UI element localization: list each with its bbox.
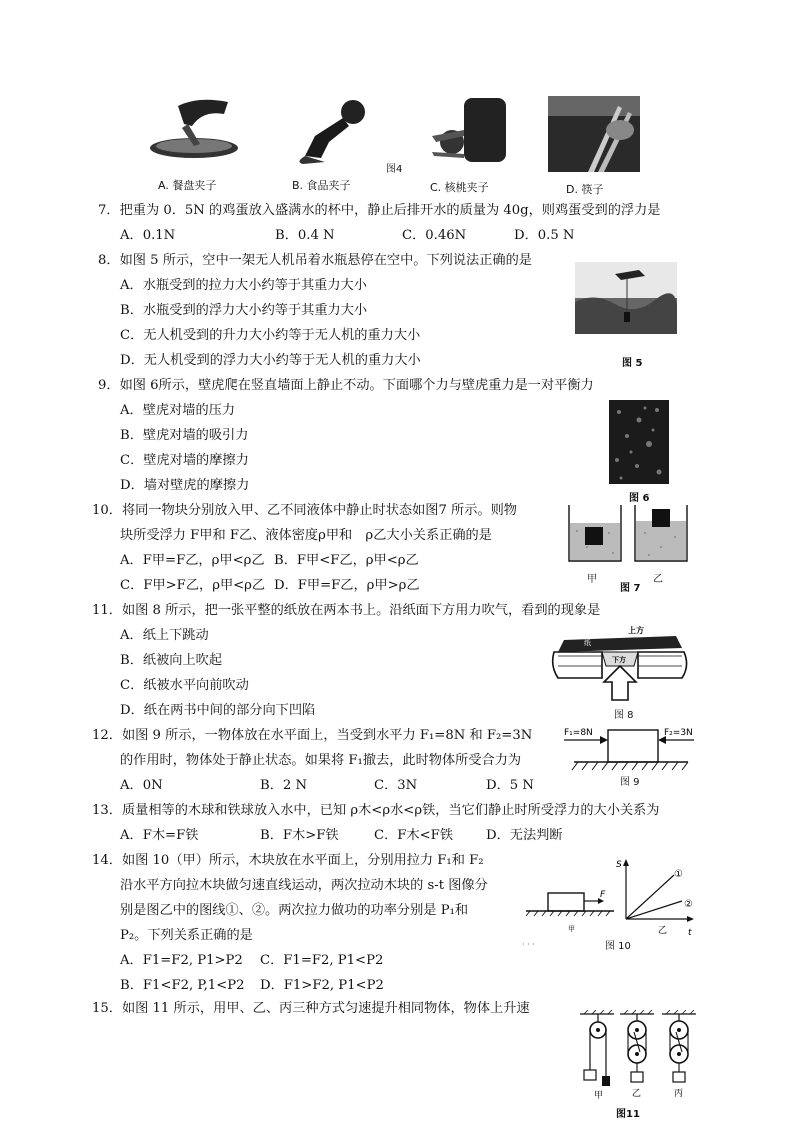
fig10-sub-yi: 乙 bbox=[658, 926, 668, 936]
q9-option-d: D．墙对壁虎的摩擦力 bbox=[120, 478, 250, 493]
fig10-axis-s: S bbox=[616, 860, 622, 870]
fig4-caption-c: C. 核桃夹子 bbox=[430, 181, 489, 194]
fig10-curve-1: ① bbox=[674, 869, 683, 880]
fig6-label: 图 6 bbox=[629, 493, 650, 504]
q12-option-c: C．3N bbox=[374, 778, 418, 793]
fig11-pulleys bbox=[578, 1010, 698, 1112]
fig7-beakers bbox=[565, 503, 690, 565]
q9-option-c: C．壁虎对墙的摩擦力 bbox=[120, 453, 249, 468]
fig11-bing: 丙 bbox=[674, 1089, 684, 1099]
q12-option-b: B．2 N bbox=[260, 778, 307, 793]
q7-option-b: B．0.4 N bbox=[275, 228, 335, 243]
fig10-axis-t: t bbox=[688, 928, 692, 938]
q9-option-b: B．壁虎对墙的吸引力 bbox=[120, 428, 249, 443]
fig7-yi-label: 乙 bbox=[653, 574, 663, 585]
photo-plate-clip bbox=[148, 96, 240, 166]
fig7-label: 图 7 bbox=[620, 583, 641, 594]
fig10-curve-2: ② bbox=[684, 899, 693, 910]
q13-option-d: D．无法判断 bbox=[486, 828, 563, 843]
q11-option-d: D．纸在两书中间的部分向下凹陷 bbox=[120, 703, 316, 718]
fig9-label: 图 9 bbox=[620, 777, 640, 788]
q7-option-d: D．0.5 N bbox=[514, 228, 575, 243]
fig8-label-bottom: 下方 bbox=[612, 656, 626, 664]
fig4-label: 图4 bbox=[386, 164, 403, 175]
q10-stem-line1: 10．将同一物块分别放入甲、乙不同液体中静止时状态如图7 所示。则物 bbox=[92, 503, 517, 518]
fig8-label-paper: 纸 bbox=[584, 639, 591, 647]
fig8-books-paper bbox=[550, 622, 690, 702]
q7-stem: 7．把重为 0．5N 的鸡蛋放入盛满水的杯中，静止后排开水的质量为 40g，则鸡蛋受到的浮力是 bbox=[98, 203, 661, 218]
q14-stem-line1: 14．如图 10（甲）所示，木块放在水平面上，分别用拉力 F₁和 F₂ bbox=[92, 853, 484, 868]
fig4-caption-b: B. 食品夹子 bbox=[292, 179, 351, 192]
fig9-f2-label: F₂=3N bbox=[664, 728, 693, 738]
q14-option-b: B．F1<F2, P,1<P2 bbox=[120, 978, 245, 993]
q14-option-a: A．F1=F2, P1>P2 bbox=[120, 953, 243, 968]
block-in-yi bbox=[652, 509, 670, 527]
q10-option-d: D．F甲=F乙，ρ甲>ρ乙 bbox=[274, 578, 420, 593]
q11-stem: 11．如图 8 所示，把一张平整的纸放在两本书上。沿纸面下方用力吹气，看到的现象是 bbox=[92, 603, 601, 618]
drone-photo bbox=[575, 262, 677, 334]
q10-option-c: C．F甲>F乙，ρ甲<ρ乙 bbox=[120, 578, 266, 593]
photo-food-clip bbox=[285, 96, 370, 166]
fig11-jia: 甲 bbox=[594, 1091, 604, 1101]
q13-option-b: B．F木>F铁 bbox=[260, 828, 339, 843]
block-in-jia bbox=[585, 527, 603, 545]
q13-option-c: C．F木<F铁 bbox=[374, 828, 454, 843]
q14-option-c: C．F1=F2, P1<P2 bbox=[260, 953, 384, 968]
fig9-forces bbox=[560, 722, 698, 772]
fig4-caption-a: A. 餐盘夹子 bbox=[158, 179, 217, 192]
q8-option-d: D．无人机受到的浮力大小约等于无人机的重力大小 bbox=[120, 353, 421, 368]
q7-option-a: A．0.1N bbox=[120, 228, 176, 243]
q12-option-a: A．0N bbox=[120, 778, 163, 793]
photo-walnut-clip bbox=[430, 96, 515, 168]
q11-option-b: B．纸被向上吹起 bbox=[120, 653, 223, 668]
fig8-label: 图 8 bbox=[614, 710, 634, 721]
photo-chopsticks bbox=[548, 96, 640, 172]
fig10-label: 图 10 bbox=[605, 941, 631, 952]
q15-stem: 15．如图 11 所示，用甲、乙、丙三种方式匀速提升相同物体，物体上升速 bbox=[92, 1001, 530, 1016]
q10-option-a: A．F甲=F乙，ρ甲<ρ乙 bbox=[120, 553, 265, 568]
q11-option-a: A．纸上下跳动 bbox=[120, 628, 209, 643]
q12-option-d: D．5 N bbox=[486, 778, 534, 793]
q14-stem-line4: P₂。下列关系正确的是 bbox=[120, 928, 253, 943]
svg-text:· · ·: · · · bbox=[522, 940, 535, 949]
q8-option-c: C．无人机受到的升力大小约等于无人机的重力大小 bbox=[120, 328, 421, 343]
q13-option-a: A．F木=F铁 bbox=[120, 828, 199, 843]
q11-option-c: C．纸被水平向前吹动 bbox=[120, 678, 249, 693]
q8-option-b: B．水瓶受到的浮力大小约等于其重力大小 bbox=[120, 303, 368, 318]
q8-stem: 8．如图 5 所示，空中一架无人机吊着水瓶悬停在空中。下列说法正确的是 bbox=[98, 253, 532, 268]
fig11-label: 图11 bbox=[616, 1109, 640, 1120]
fig7-jia-label: 甲 bbox=[587, 574, 597, 585]
q9-stem: 9．如图 6所示，壁虎爬在竖直墙面上静止不动。下面哪个力与壁虎重力是一对平衡力 bbox=[98, 378, 594, 393]
q10-stem-line2: 块所受浮力 F甲和 F乙、液体密度ρ甲和 ρ乙大小关系正确的是 bbox=[120, 528, 492, 543]
fig10-sub-jia: 甲 bbox=[568, 925, 575, 933]
fig4-caption-d: D. 筷子 bbox=[566, 183, 604, 196]
gecko-photo bbox=[609, 400, 669, 484]
q7-option-c: C．0.46N bbox=[402, 228, 467, 243]
q14-stem-line2: 沿水平方向拉木块做匀速直线运动，两次拉动木块的 s-t 图像分 bbox=[120, 878, 488, 893]
q9-option-a: A．壁虎对墙的压力 bbox=[120, 403, 236, 418]
fig8-label-top: 上方 bbox=[628, 626, 644, 635]
fig9-f1-label: F₁=8N bbox=[564, 728, 593, 738]
q12-stem-line2: 的作用时，物体处于静止状态。如果将 F₁撤去，此时物体所受合力为 bbox=[120, 753, 522, 768]
fig5-label: 图 5 bbox=[622, 358, 643, 369]
q14-option-d: D．F1>F2, P1<P2 bbox=[260, 978, 384, 993]
q13-stem: 13．质量相等的木球和铁球放入水中，已知 ρ木<ρ水<ρ铁，当它们静止时所受浮力的大小关系为 bbox=[92, 803, 660, 818]
fig10-force-label: F bbox=[600, 890, 606, 900]
q14-stem-line3: 别是图乙中的图线①、②。两次拉力做功的功率分别是 P₁和 bbox=[120, 903, 469, 918]
q10-option-b: B．F甲<F乙，ρ甲<ρ乙 bbox=[274, 553, 419, 568]
q12-stem-line1: 12．如图 9 所示，一物体放在水平面上，当受到水平力 F₁=8N 和 F₂=3N bbox=[92, 728, 533, 743]
q8-option-a: A．水瓶受到的拉力大小约等于其重力大小 bbox=[120, 278, 367, 293]
fig11-yi: 乙 bbox=[632, 1089, 642, 1099]
